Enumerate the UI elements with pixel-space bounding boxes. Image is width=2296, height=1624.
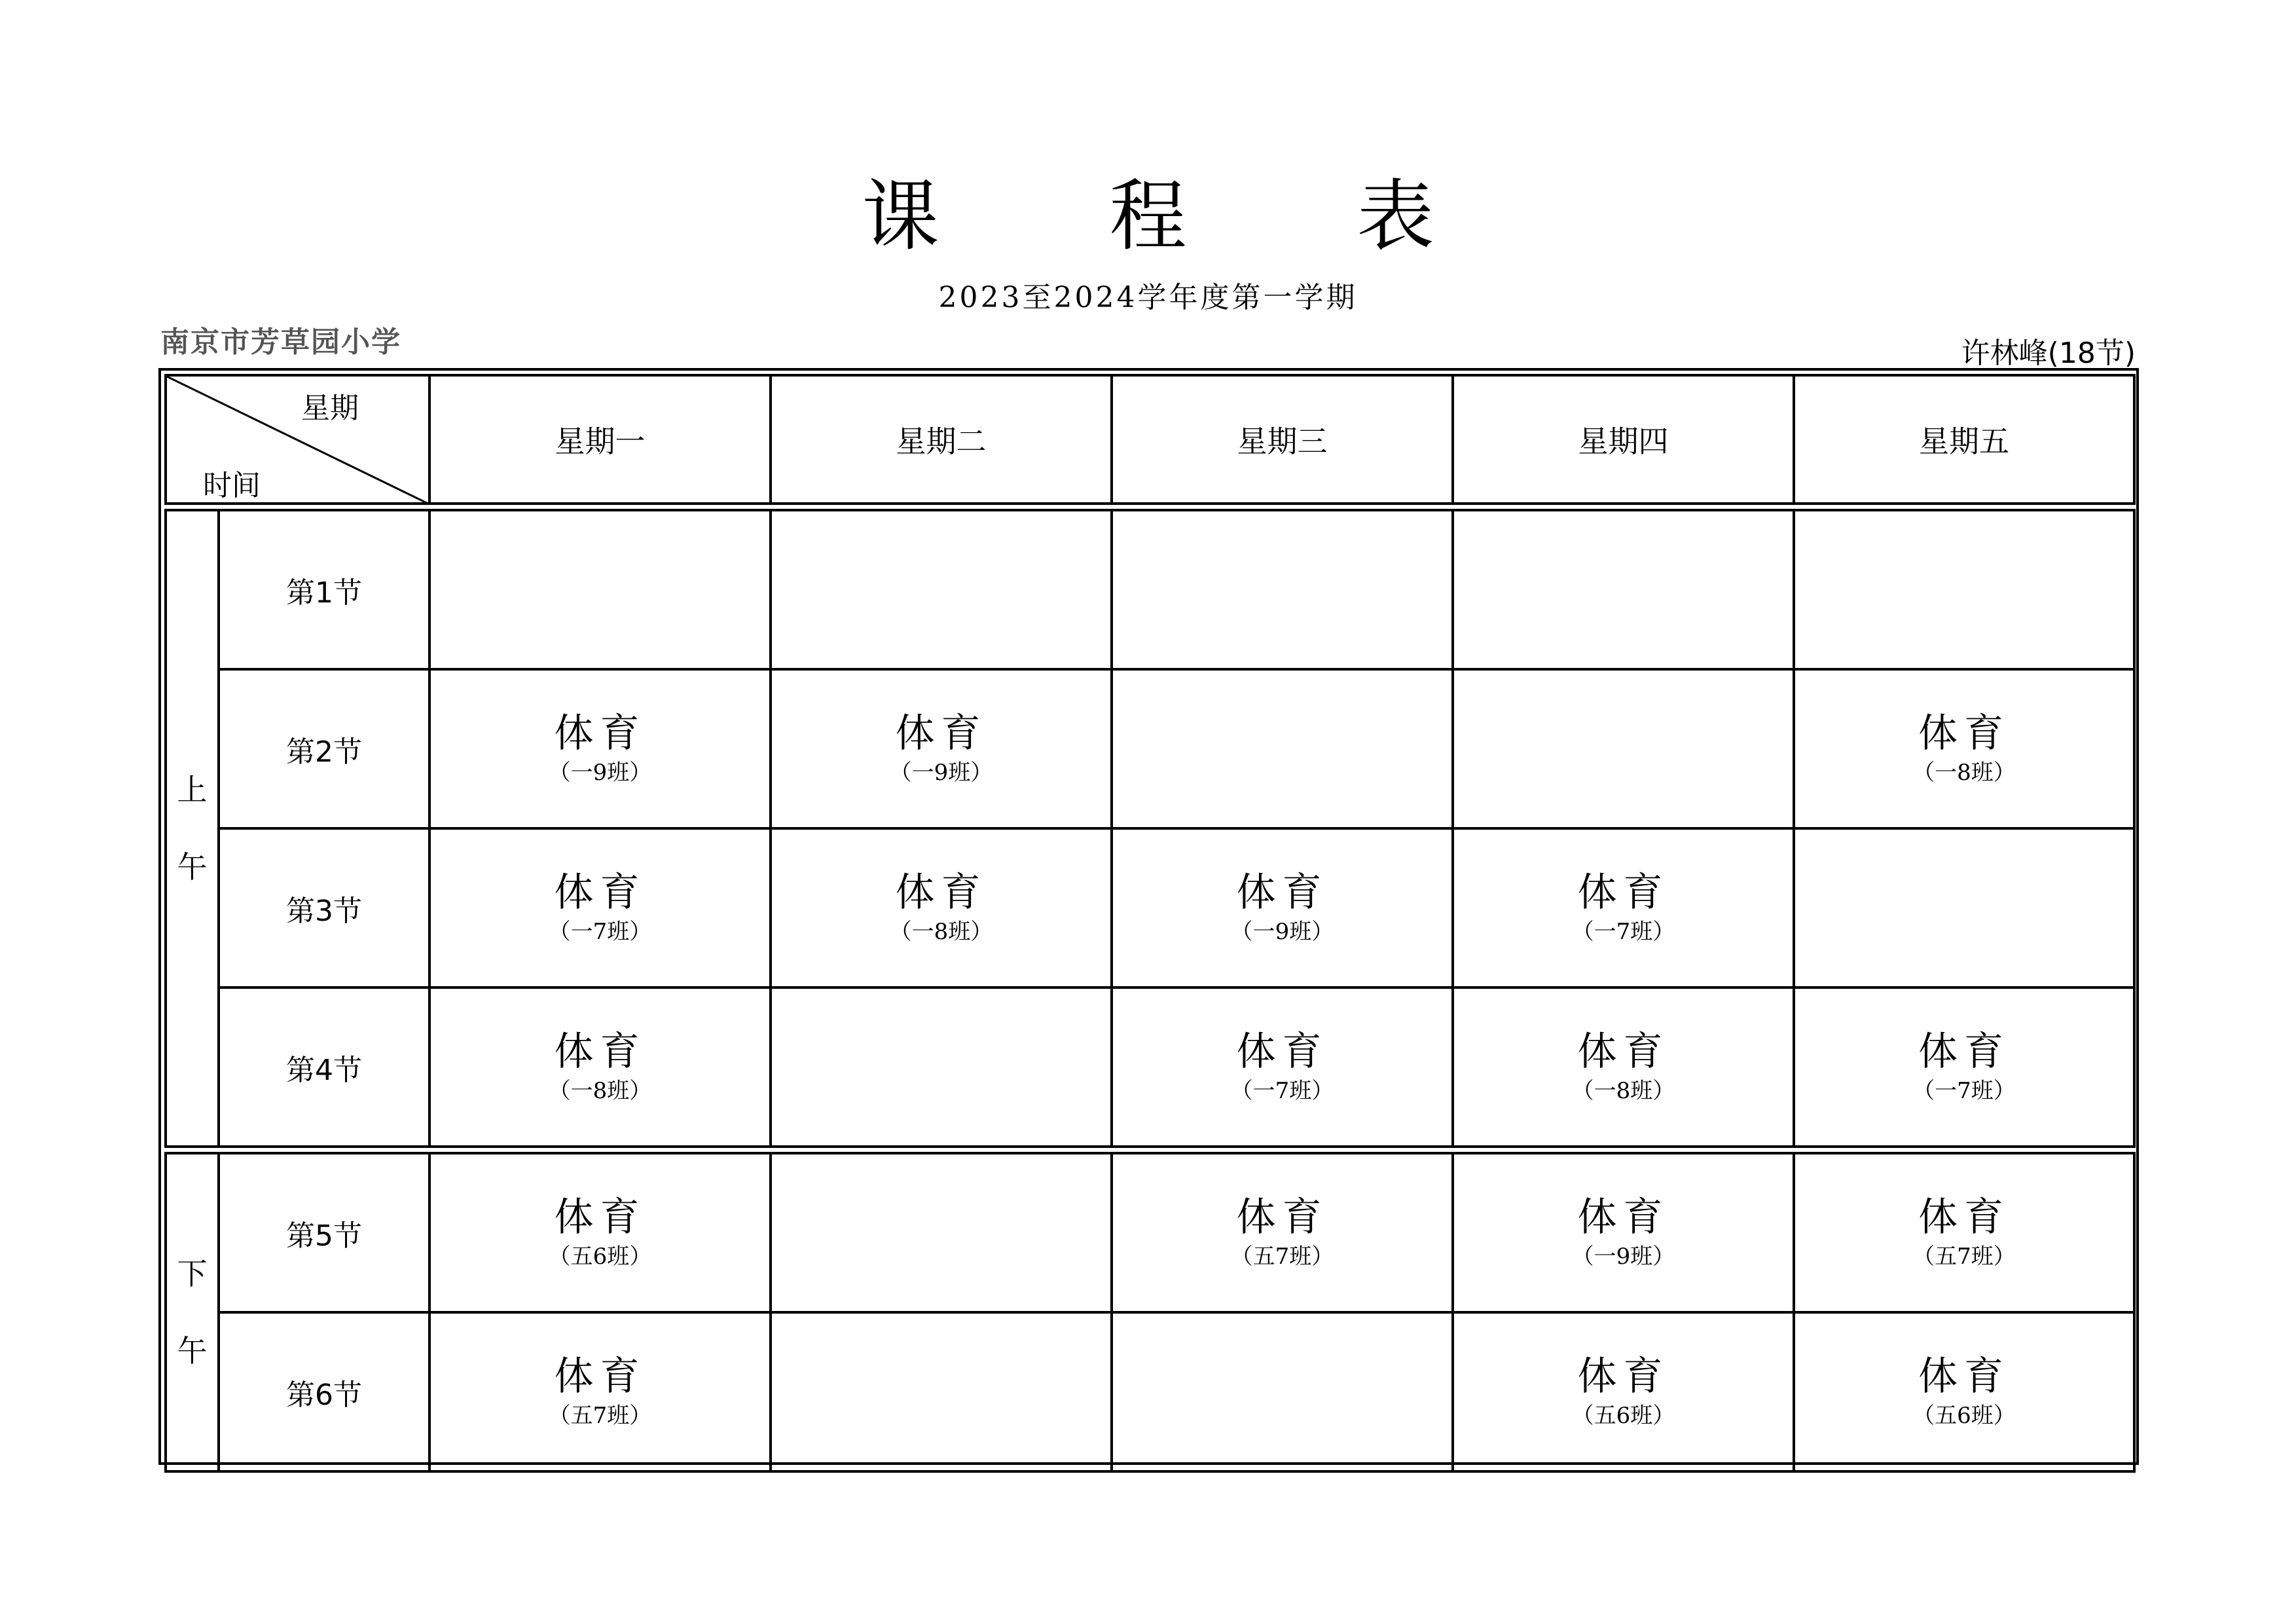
day-header-tue: 星期二 xyxy=(771,375,1112,504)
corner-header-cell xyxy=(166,375,429,504)
subject-text: 体育 xyxy=(554,1353,646,1399)
subject-text: 体育 xyxy=(1577,869,1669,915)
schedule-cell xyxy=(771,987,1112,1147)
subject-text: 体育 xyxy=(1236,1194,1328,1240)
schedule-cell xyxy=(1453,987,1794,1147)
page-title: 课程表 xyxy=(862,171,1605,261)
class-text: （一8班） xyxy=(1571,1077,1675,1104)
schedule-cell xyxy=(1453,828,1794,987)
schedule-cell xyxy=(429,669,771,828)
period-row xyxy=(166,1153,2134,1312)
schedule-cell xyxy=(1453,669,1794,828)
class-text: （五7班） xyxy=(1912,1243,2016,1270)
subject-text: 体育 xyxy=(1577,1194,1669,1240)
class-text: （一7班） xyxy=(548,918,652,945)
subject-text: 体育 xyxy=(1918,1028,2010,1075)
schedule-cell xyxy=(771,828,1112,987)
section-separator xyxy=(166,504,2134,510)
schedule-cell xyxy=(1112,1312,1453,1471)
subject-text: 体育 xyxy=(1577,1353,1669,1399)
class-text: （五6班） xyxy=(1571,1402,1675,1429)
subject-text: 体育 xyxy=(895,869,987,915)
schedule-cell xyxy=(771,1312,1112,1471)
subject-text: 体育 xyxy=(1236,1028,1328,1075)
section-separator xyxy=(166,1147,2134,1153)
schedule-cell xyxy=(1112,828,1453,987)
period-row xyxy=(166,987,2134,1147)
class-text: （一7班） xyxy=(1912,1077,2016,1104)
schedule-cell xyxy=(1453,1312,1794,1471)
subject-text: 体育 xyxy=(895,710,987,756)
day-header-mon: 星期一 xyxy=(429,375,771,504)
schedule-cell xyxy=(1794,669,2134,828)
schedule-cell xyxy=(1453,1153,1794,1312)
class-text: （一9班） xyxy=(889,759,993,786)
subject-text: 体育 xyxy=(1577,1028,1669,1075)
schedule-cell xyxy=(1794,1312,2134,1471)
period-label: 第2节 xyxy=(219,669,429,828)
schedule-cell xyxy=(1794,828,2134,987)
afternoon-label-char: 午 xyxy=(177,1333,208,1369)
period-label: 第5节 xyxy=(219,1153,429,1312)
period-row xyxy=(166,669,2134,828)
morning-label-char: 上 xyxy=(177,772,208,807)
schedule-cell xyxy=(1794,987,2134,1147)
class-text: （一7班） xyxy=(1230,1077,1334,1104)
schedule-cell xyxy=(429,1312,771,1471)
subject-text: 体育 xyxy=(554,1028,646,1075)
subject-text: 体育 xyxy=(1918,710,2010,756)
class-text: （五7班） xyxy=(1230,1243,1334,1270)
separator-cell xyxy=(166,1147,2134,1153)
schedule-cell xyxy=(429,828,771,987)
period-row xyxy=(166,1312,2134,1471)
schedule-cell xyxy=(771,510,1112,669)
subject-text: 体育 xyxy=(1918,1353,2010,1399)
class-text: （一9班） xyxy=(1230,918,1334,945)
afternoon-label-char: 下 xyxy=(177,1256,208,1291)
class-text: （一7班） xyxy=(1571,918,1675,945)
corner-label-time: 时间 xyxy=(203,469,261,502)
schedule-cell xyxy=(1794,510,2134,669)
separator-cell xyxy=(166,504,2134,510)
subject-text: 体育 xyxy=(554,710,646,756)
schedule-cell xyxy=(1112,669,1453,828)
schedule-cell xyxy=(1453,510,1794,669)
schedule-table xyxy=(164,374,2136,1473)
schedule-cell xyxy=(1112,987,1453,1147)
subject-text: 体育 xyxy=(1236,869,1328,915)
period-label: 第1节 xyxy=(219,510,429,669)
period-label: 第3节 xyxy=(219,828,429,987)
class-text: （一8班） xyxy=(548,1077,652,1104)
class-text: （五7班） xyxy=(548,1402,652,1429)
morning-label-char: 午 xyxy=(177,849,208,885)
morning-label xyxy=(166,510,219,1147)
day-header-thu: 星期四 xyxy=(1453,375,1794,504)
schedule-cell xyxy=(1112,1153,1453,1312)
class-text: （一9班） xyxy=(1571,1243,1675,1270)
subject-text: 体育 xyxy=(1918,1194,2010,1240)
class-text: （五6班） xyxy=(1912,1402,2016,1429)
period-label: 第6节 xyxy=(219,1312,429,1471)
class-text: （五6班） xyxy=(548,1243,652,1270)
afternoon-label xyxy=(166,1153,219,1471)
header-row xyxy=(166,375,2134,504)
schedule-cell xyxy=(771,669,1112,828)
class-text: （一8班） xyxy=(1912,759,2016,786)
teacher-name: 许林峰(18节) xyxy=(1961,337,2136,370)
day-header-fri: 星期五 xyxy=(1794,375,2134,504)
subject-text: 体育 xyxy=(554,1194,646,1240)
schedule-cell xyxy=(429,1153,771,1312)
corner-label-weekday: 星期 xyxy=(301,392,359,425)
subject-text: 体育 xyxy=(554,869,646,915)
schedule-cell xyxy=(429,510,771,669)
class-text: （一8班） xyxy=(889,918,993,945)
term-subtitle: 2023至2024学年度第一学期 xyxy=(938,281,1358,314)
period-row xyxy=(166,828,2134,987)
day-header-wed: 星期三 xyxy=(1112,375,1453,504)
schedule-cell xyxy=(1794,1153,2134,1312)
class-text: （一9班） xyxy=(548,759,652,786)
schedule-cell xyxy=(1112,510,1453,669)
period-row xyxy=(166,510,2134,669)
schedule-cell xyxy=(429,987,771,1147)
schedule-cell xyxy=(771,1153,1112,1312)
school-name: 南京市芳草园小学 xyxy=(160,325,401,359)
period-label: 第4节 xyxy=(219,987,429,1147)
